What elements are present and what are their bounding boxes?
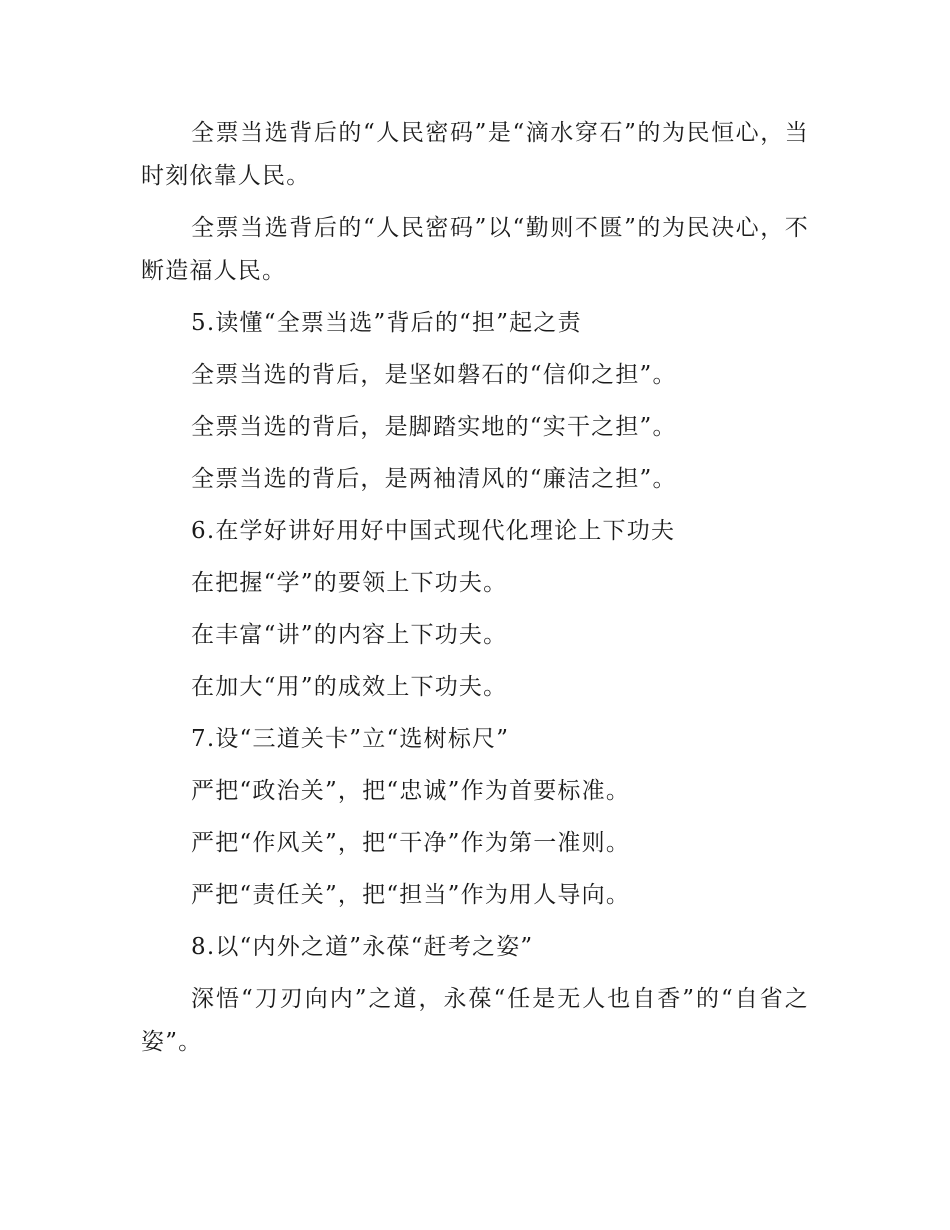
paragraph-people-code-diligence: 全票当选背后的“人民密码”以“勤则不匮”的为民决心，不断造福人民。	[141, 215, 809, 284]
paragraph-integrity-responsibility: 全票当选的背后，是两袖清风的“廉洁之担”。	[191, 466, 677, 492]
heading-section-8: 8.以“内外之道”永葆“赶考之姿”	[191, 934, 534, 960]
paragraph-learn: 在把握“学”的要领上下功夫。	[191, 570, 508, 596]
paragraph-use: 在加大“用”的成效上下功夫。	[191, 674, 508, 700]
paragraph-practical-responsibility: 全票当选的背后，是脚踏实地的“实干之担”。	[191, 414, 677, 440]
document-body	[141, 112, 809, 1073]
paragraph-political-check: 严把“政治关”，把“忠诚”作为首要标准。	[191, 778, 631, 804]
paragraph-style-check: 严把“作风关”，把“干净”作为第一准则。	[191, 830, 631, 856]
paragraph-self-reflection: 深悟“刀刃向内”之道，永葆“任是无人也自香”的“自省之姿”。	[141, 986, 809, 1055]
paragraph-people-code-perseverance: 全票当选背后的“人民密码”是“滴水穿石”的为民恒心，当时刻依靠人民。	[141, 120, 809, 189]
paragraph-responsibility-check: 严把“责任关”，把“担当”作为用人导向。	[191, 882, 631, 908]
heading-section-6: 6.在学好讲好用好中国式现代化理论上下功夫	[191, 518, 676, 544]
paragraph-speak: 在丰富“讲”的内容上下功夫。	[191, 622, 508, 648]
paragraph-faith-responsibility: 全票当选的背后，是坚如磐石的“信仰之担”。	[191, 362, 677, 388]
heading-section-7: 7.设“三道关卡”立“选树标尺”	[191, 726, 510, 752]
heading-section-5: 5.读懂“全票当选”背后的“担”起之责	[191, 310, 582, 336]
